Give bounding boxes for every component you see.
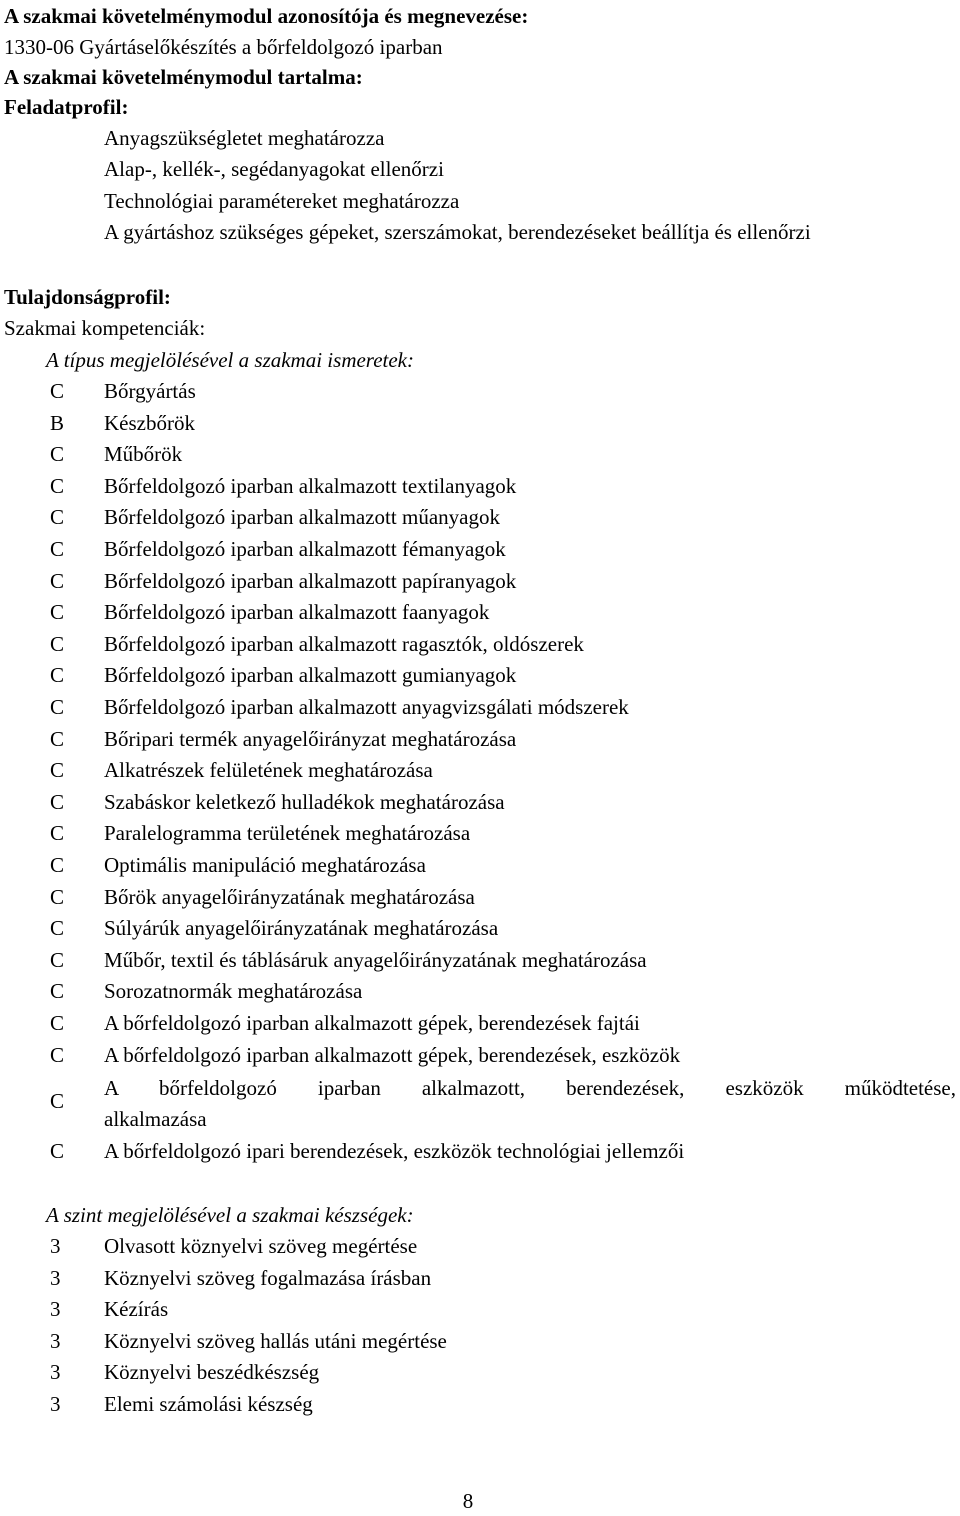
knowledge-row	[0, 787, 960, 817]
module-label: A szakmai követelménymodul azonosítója és megnevezése:	[4, 4, 529, 28]
knowledge-text: Műbőr, textil és táblásáruk anyagelőirányzatának meghatározása	[104, 947, 647, 972]
knowledge-row-multiline	[0, 1073, 960, 1135]
knowledge-code: C	[50, 789, 65, 814]
skill-code: 3	[50, 1297, 61, 1322]
knowledge-text: Bőrfeldolgozó iparban alkalmazott műanyagok	[104, 505, 500, 530]
knowledge-text: Súlyárúk anyagelőirányzatának meghatározása	[104, 916, 499, 941]
knowledge-row	[0, 913, 960, 943]
knowledge-code: C	[50, 916, 65, 941]
knowledge-row	[0, 692, 960, 722]
skills-heading: A szint megjelölésével a szakmai készségek:	[46, 1203, 414, 1227]
knowledge-text: Alkatrészek felületének meghatározása	[104, 758, 433, 783]
knowledge-text: A bőrfeldolgozó iparban alkalmazott gépek, berendezések fajtái	[104, 1011, 640, 1035]
knowledge-code: C	[50, 758, 65, 783]
knowledge-text: Szabáskor keletkező hulladékok meghatározása	[104, 789, 505, 814]
knowledge-code: C	[50, 631, 65, 656]
knowledge-row	[0, 534, 960, 564]
knowledge-row	[0, 945, 960, 975]
knowledge-code: B	[50, 410, 65, 435]
knowledge-text: A bőrfeldolgozó ipari berendezések, eszközök technológiai jellemzői	[104, 1139, 685, 1163]
knowledge-text: Bőripari termék anyagelőirányzat meghatározása	[104, 726, 517, 751]
knowledge-row	[0, 1040, 960, 1070]
skill-text: Köznyelvi szöveg hallás utáni megértése	[104, 1328, 447, 1353]
knowledge-row-last	[0, 1136, 960, 1166]
page-number: 8	[462, 1489, 474, 1513]
knowledge-text: Sorozatnormák meghatározása	[104, 979, 363, 1004]
skill-text: Kézírás	[104, 1297, 169, 1322]
skill-row	[0, 1389, 960, 1419]
skill-code: 3	[50, 1234, 61, 1258]
knowledge-text: Bőrfeldolgozó iparban alkalmazott fémanyagok	[104, 537, 506, 561]
knowledge-row	[0, 408, 960, 438]
skill-row	[0, 1294, 960, 1324]
knowledge-text: A bőrfeldolgozó iparban alkalmazott gépek, berendezések, eszközök	[104, 1042, 681, 1067]
content-label: A szakmai követelménymodul tartalma:	[4, 65, 363, 89]
knowledge-row	[0, 629, 960, 659]
skill-code: 3	[50, 1360, 61, 1385]
knowledge-code: C	[50, 947, 65, 972]
knowledge-row	[0, 376, 960, 406]
skill-text: Köznyelvi szöveg fogalmazása írásban	[104, 1265, 432, 1290]
knowledge-row	[0, 882, 960, 912]
knowledge-row	[0, 818, 960, 848]
knowledge-text: Bőrfeldolgozó iparban alkalmazott papíranyagok	[104, 568, 517, 593]
knowledge-text-line2: alkalmazása	[104, 1107, 207, 1131]
knowledge-code: C	[50, 600, 65, 625]
knowledge-code: C	[50, 726, 65, 751]
skill-row	[0, 1231, 960, 1261]
knowledge-code: C	[50, 473, 65, 498]
skill-code: 3	[50, 1265, 61, 1290]
knowledge-code: C	[50, 379, 65, 403]
knowledge-row	[0, 439, 960, 469]
knowledge-text: Bőrgyártás	[104, 379, 196, 403]
knowledge-row	[0, 502, 960, 532]
knowledge-code: C	[50, 568, 65, 593]
knowledge-text: Műbőrök	[104, 442, 183, 467]
skill-text: Köznyelvi beszédkészség	[104, 1360, 320, 1385]
knowledge-text: Paralelogramma területének meghatározása	[104, 821, 471, 846]
knowledge-code: C	[50, 537, 65, 561]
skill-code: 3	[50, 1328, 61, 1353]
knowledge-row	[0, 850, 960, 880]
knowledge-text: Bőrfeldolgozó iparban alkalmazott faanyagok	[104, 600, 490, 625]
knowledge-row	[0, 660, 960, 690]
knowledge-code: C	[50, 853, 65, 877]
knowledge-text: Bőrfeldolgozó iparban alkalmazott gumianyagok	[104, 663, 517, 688]
knowledge-text: Bőrfeldolgozó iparban alkalmazott anyagvizsgálati módszerek	[104, 695, 629, 719]
knowledge-type-code: C	[50, 1139, 65, 1163]
knowledge-code: C	[50, 1042, 65, 1067]
skill-row	[0, 1263, 960, 1293]
knowledge-text: Bőrfeldolgozó iparban alkalmazott ragasztók, oldószerek	[104, 631, 584, 656]
knowledge-type-code: C	[50, 1089, 65, 1113]
knowledge-code: C	[50, 979, 65, 1004]
skill-code: 3	[50, 1392, 61, 1416]
knowledge-row	[0, 724, 960, 754]
skill-text: Elemi számolási készség	[104, 1392, 313, 1416]
knowledge-code: C	[50, 505, 65, 530]
module-id: 1330-06 Gyártáselőkészítés a bőrfeldolgozó iparban	[4, 35, 443, 59]
knowledge-code: C	[50, 1011, 65, 1035]
property-profile-label: Tulajdonságprofil:	[4, 285, 171, 309]
knowledge-code: C	[50, 663, 65, 688]
knowledge-row	[0, 566, 960, 596]
task-item: A gyártáshoz szükséges gépeket, szerszámokat, berendezéseket beállítja és ellenőrzi	[104, 220, 811, 244]
knowledge-row	[0, 597, 960, 627]
task-item: Technológiai paramétereket meghatározza	[104, 189, 460, 213]
skill-row	[0, 1357, 960, 1387]
knowledge-code: C	[50, 695, 65, 719]
skill-row	[0, 1326, 960, 1356]
knowledge-row	[0, 755, 960, 785]
competencies-label: Szakmai kompetenciák:	[4, 316, 206, 340]
knowledge-code: C	[50, 442, 65, 467]
knowledge-text-line1: A bőrfeldolgozó iparban alkalmazott, berendezések, eszközök működtetése,	[104, 1076, 956, 1100]
task-item: Anyagszükségletet meghatározza	[104, 126, 385, 150]
task-profile-label: Feladatprofil:	[4, 95, 129, 119]
skill-text: Olvasott köznyelvi szöveg megértése	[104, 1234, 418, 1258]
knowledge-text: Bőrök anyagelőirányzatának meghatározása	[104, 884, 475, 909]
knowledge-code: C	[50, 884, 65, 909]
knowledge-row	[0, 976, 960, 1006]
knowledge-row	[0, 471, 960, 501]
knowledge-text: Készbőrök	[104, 410, 195, 435]
knowledge-heading: A típus megjelölésével a szakmai ismeretek:	[46, 348, 414, 372]
task-item: Alap-, kellék-, segédanyagokat ellenőrzi	[104, 157, 444, 181]
knowledge-text: Optimális manipuláció meghatározása	[104, 853, 426, 877]
knowledge-row	[0, 1008, 960, 1038]
knowledge-text: Bőrfeldolgozó iparban alkalmazott textilanyagok	[104, 473, 517, 498]
knowledge-code: C	[50, 821, 65, 846]
